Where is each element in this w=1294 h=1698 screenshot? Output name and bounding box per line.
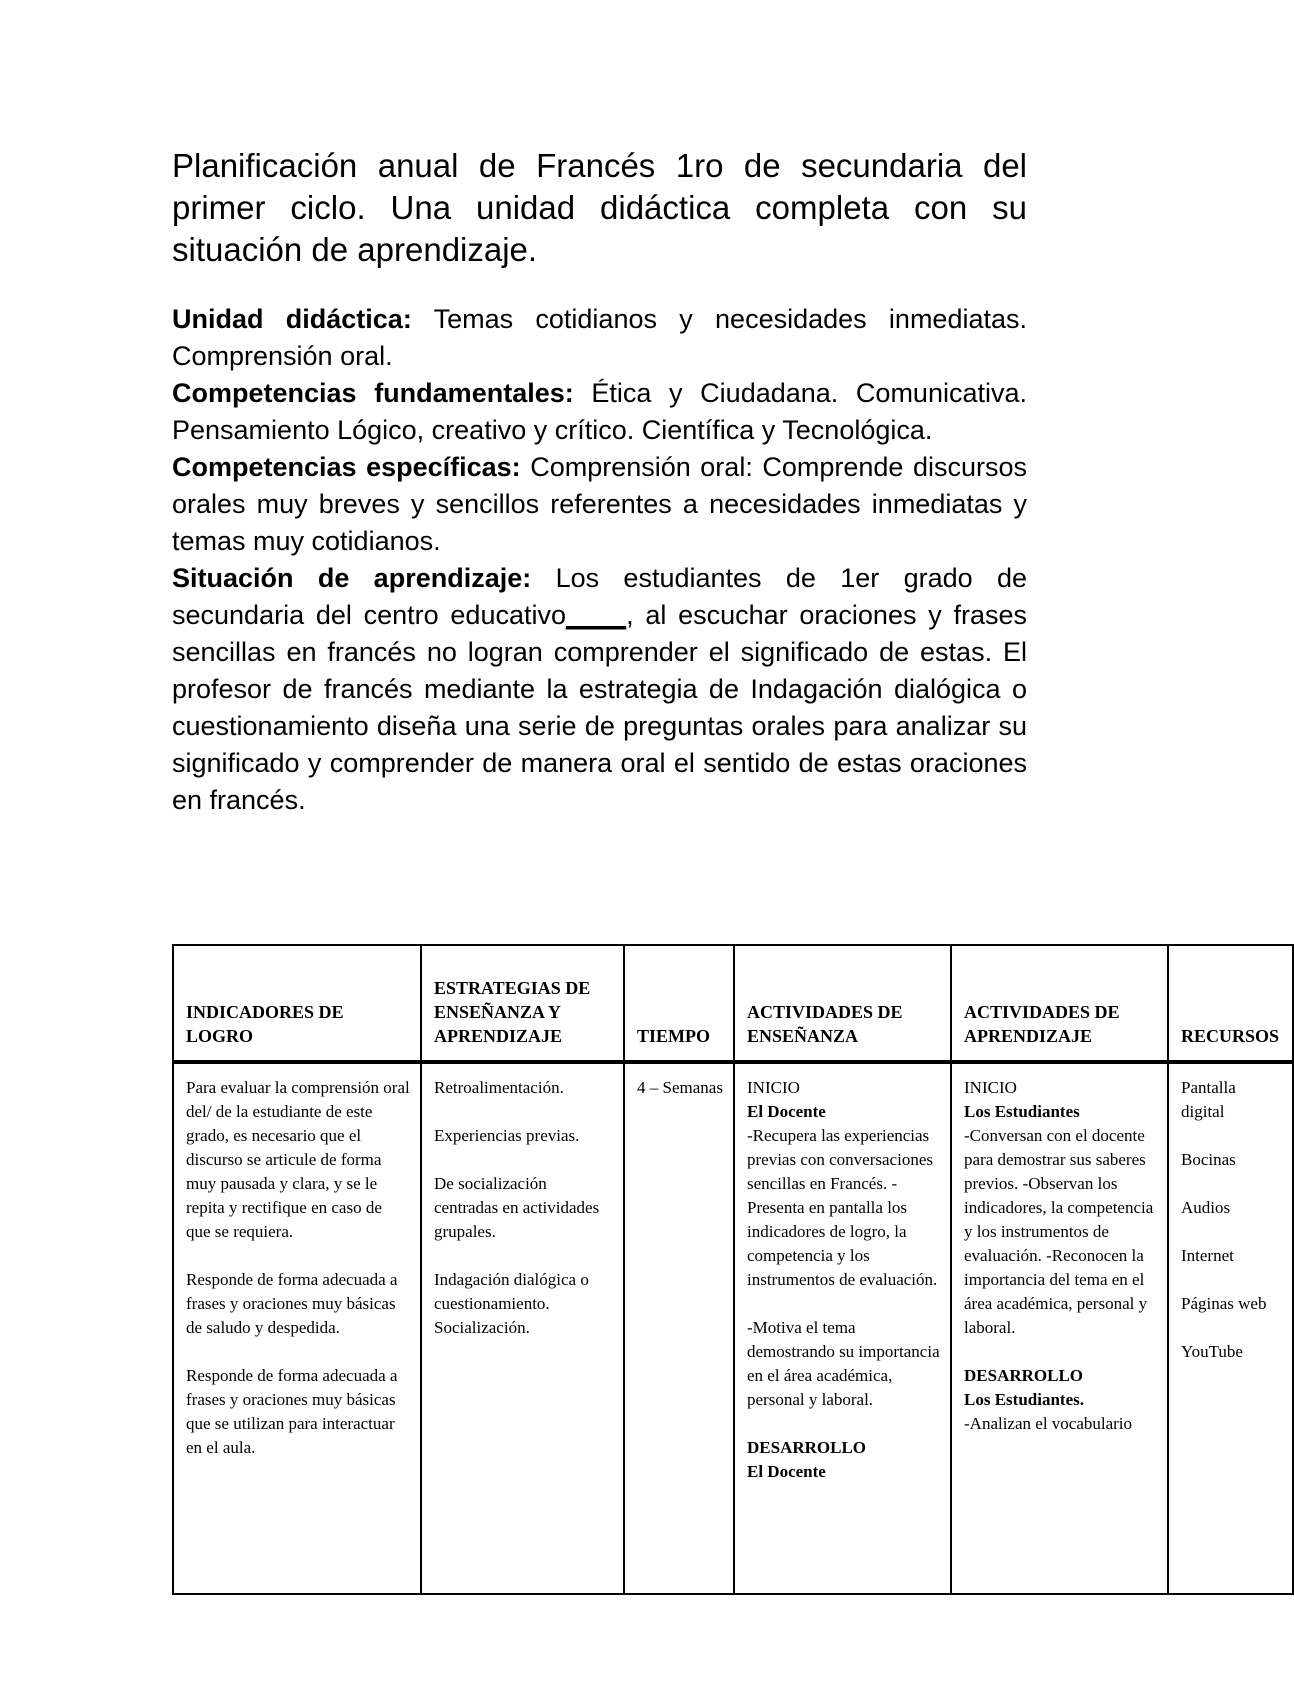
situacion-blank: ____ [566, 600, 627, 630]
recurso-item: Audios [1181, 1198, 1231, 1217]
aprendizaje-inicio-heading: INICIO [964, 1078, 1017, 1097]
competencias-fundamentales-paragraph [172, 375, 1027, 449]
header-recursos: RECURSOS [1168, 945, 1293, 1062]
indicador-item: Para evaluar la comprensión oral del/ de la estudiante de este grado, es necesario que el discurso se articule de forma muy pausada y clara, y se le repita y rectifique en caso de que se requiera. [186, 1078, 410, 1241]
ensenanza-items: -Motiva el tema demostrando su importancia en el área académica, personal y laboral. [747, 1318, 940, 1409]
situacion-paragraph [172, 560, 1027, 819]
unit-info [172, 301, 1027, 819]
estrategia-item: Experiencias previas. [434, 1126, 580, 1145]
estrategia-item: Retroalimentación. [434, 1078, 564, 1097]
cell-estrategias [421, 1062, 624, 1594]
recurso-item: Bocinas [1181, 1150, 1236, 1169]
cell-indicadores [173, 1062, 421, 1594]
cell-tiempo [624, 1062, 734, 1594]
competencias-especificas-label: Competencias específicas: [172, 452, 521, 482]
header-tiempo: TIEMPO [624, 945, 734, 1062]
cell-recursos [1168, 1062, 1293, 1594]
tiempo-value: 4 – Semanas [637, 1078, 723, 1097]
ensenanza-actor-2: El Docente [747, 1462, 826, 1481]
ensenanza-inicio-heading: INICIO [747, 1078, 800, 1097]
recurso-item: Internet [1181, 1246, 1234, 1265]
document-title: Planificación anual de Francés 1ro de secundaria del primer ciclo. Una unidad didáctica completa con su situación de aprendizaje. [172, 147, 1027, 268]
aprendizaje-desarrollo-heading: DESARROLLO [964, 1366, 1084, 1385]
indicador-item: Responde de forma adecuada a frases y oraciones muy básicas de saludo y despedida. [186, 1270, 398, 1337]
situacion-text-after: , al escuchar oraciones y frases sencillas en francés no logran comprender el significado de estas. El profesor de francés mediante la estrategia de Indagación dialógica o cuestionamiento diseña una serie de preguntas orales para analizar su significado y comprender de manera oral el sentido de estas oraciones en francés. [172, 600, 1027, 815]
competencias-especificas-paragraph [172, 449, 1027, 560]
competencias-fundamentales-label: Competencias fundamentales: [172, 378, 574, 408]
ensenanza-actor: El Docente [747, 1102, 826, 1121]
unidad-paragraph [172, 301, 1027, 375]
situacion-text-before: Los estudiantes de 1er grado de secundaria del centro educativo [172, 563, 1027, 630]
recurso-item: Pantalla digital [1181, 1078, 1236, 1121]
aprendizaje-items: -Analizan el vocabulario [964, 1414, 1133, 1433]
competencias-fundamentales-text: Ética y Ciudadana. Comunicativa. Pensamiento Lógico, creativo y crítico. Científica y Tecnológica. [172, 378, 1027, 445]
header-actividades-ensenanza: ACTIVIDADES DE ENSEÑANZA [734, 945, 951, 1062]
competencias-especificas-text: Comprensión oral: Comprende discursos orales muy breves y sencillos referentes a necesidades inmediatas y temas muy cotidianos. [172, 452, 1027, 556]
aprendizaje-actor-2: Los Estudiantes. [964, 1390, 1084, 1409]
aprendizaje-actor: Los Estudiantes [964, 1102, 1080, 1121]
table-row [173, 1062, 1293, 1594]
estrategia-item: De socialización centradas en actividades grupales. [434, 1174, 600, 1241]
header-actividades-aprendizaje: ACTIVIDADES DE APRENDIZAJE [951, 945, 1168, 1062]
unidad-label: Unidad didáctica: [172, 304, 412, 334]
situacion-label: Situación de aprendizaje: [172, 563, 532, 593]
indicador-item: Responde de forma adecuada a frases y oraciones muy básicas que se utilizan para interactuar en el aula. [186, 1366, 398, 1457]
document-page [172, 145, 1027, 819]
ensenanza-desarrollo-heading: DESARROLLO [747, 1438, 867, 1457]
ensenanza-items: -Recupera las experiencias previas con conversaciones sencillas en Francés. -Presenta en pantalla los indicadores de logro, la competencia y los instrumentos de evaluación. [747, 1126, 938, 1289]
aprendizaje-items: -Conversan con el docente para demostrar sus saberes previos. -Observan los indicadores, la competencia y los instrumentos de evaluación. -Reconocen la importancia del tema en el área académica, personal y laboral. [964, 1126, 1154, 1337]
cell-actividades-aprendizaje [951, 1062, 1168, 1594]
unidad-text: Temas cotidianos y necesidades inmediatas. Comprensión oral. [172, 304, 1027, 371]
recurso-item: YouTube [1181, 1342, 1243, 1361]
estrategia-item: Indagación dialógica o cuestionamiento. Socialización. [434, 1270, 589, 1337]
cell-actividades-ensenanza [734, 1062, 951, 1594]
planning-table-wrapper [172, 944, 1280, 1595]
header-estrategias: ESTRATEGIAS DE ENSEÑANZA Y APRENDIZAJE [421, 945, 624, 1062]
planning-table [172, 944, 1294, 1595]
header-indicadores: INDICADORES DE LOGRO [173, 945, 421, 1062]
recurso-item: Páginas web [1181, 1294, 1267, 1313]
table-header-row [173, 945, 1293, 1062]
